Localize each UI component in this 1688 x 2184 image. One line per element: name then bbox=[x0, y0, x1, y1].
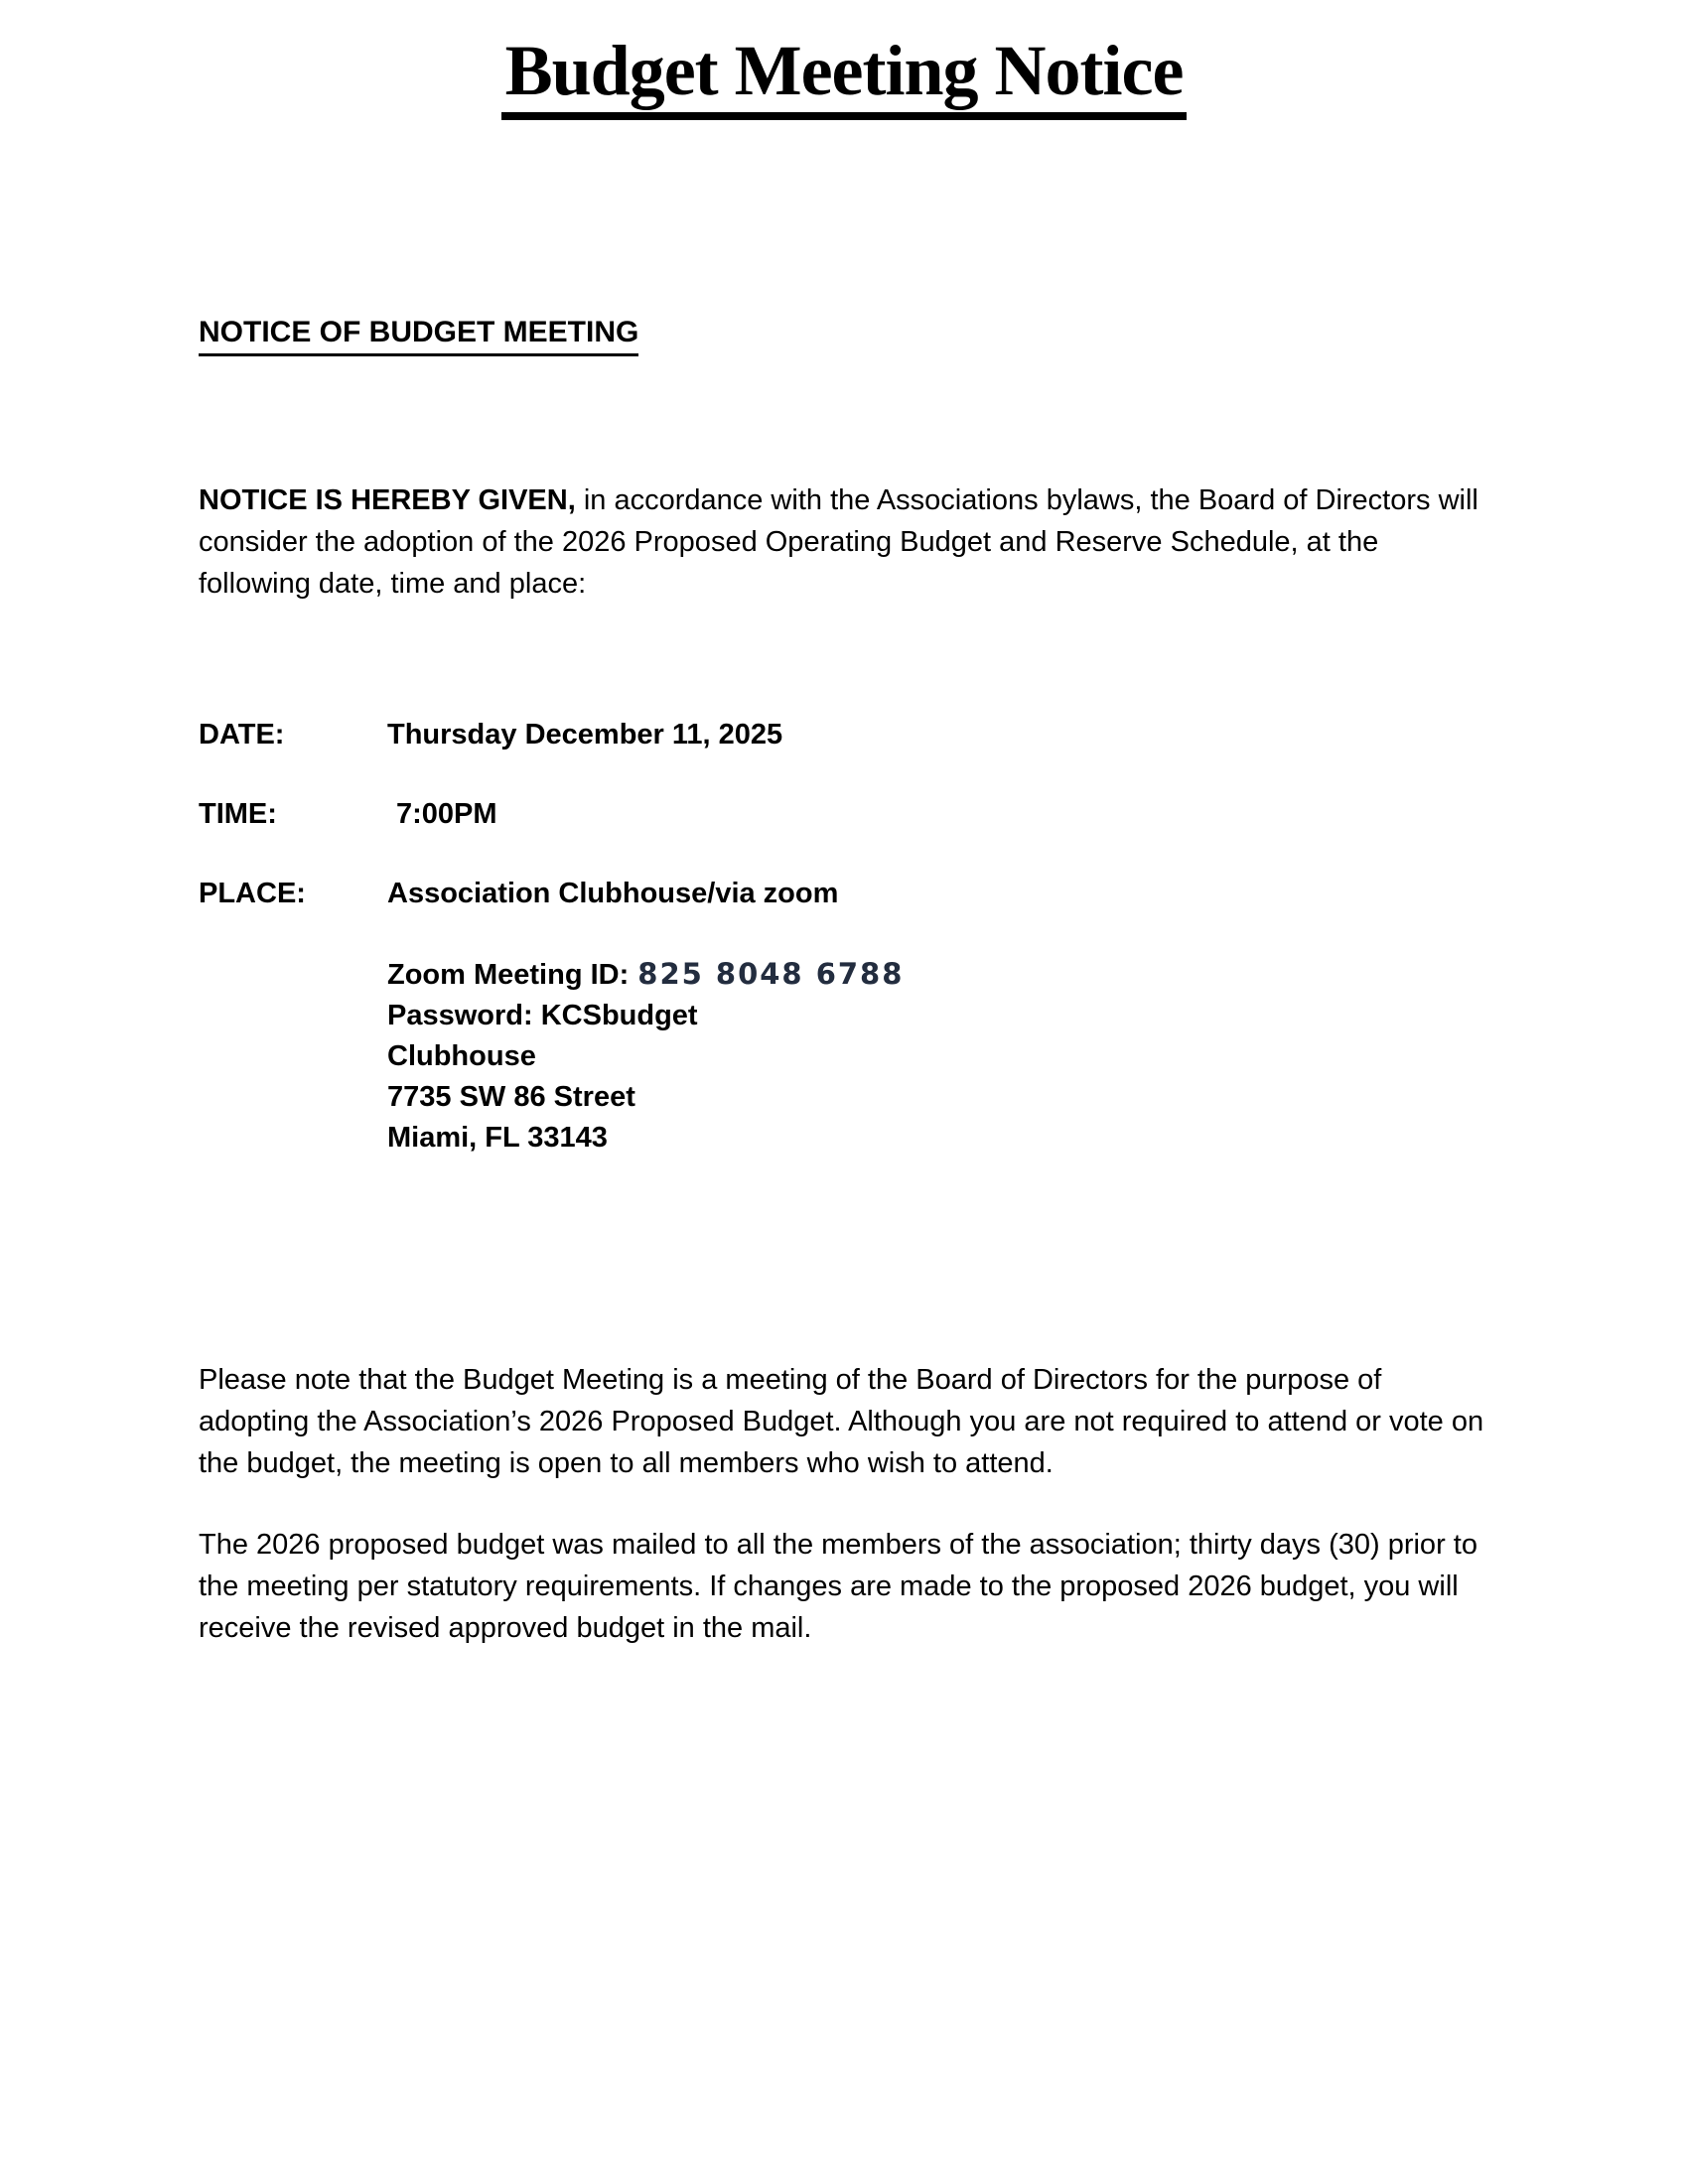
place-label: PLACE: bbox=[199, 877, 306, 909]
date-value: Thursday December 11, 2025 bbox=[387, 718, 783, 751]
notice-heading: NOTICE OF BUDGET MEETING bbox=[199, 315, 638, 356]
address-line-clubhouse: Clubhouse bbox=[387, 1039, 536, 1072]
closing-paragraph-2: The 2026 proposed budget was mailed to all the members of the association; thirty days (30) prior to the meeting per statutory requirements. If changes are made to the proposed 2026 budget, you will receive the revised approved budget in the mail. bbox=[199, 1528, 1477, 1644]
zoom-meeting-id-line bbox=[387, 954, 1489, 996]
intro-lead-bold: NOTICE IS HEREBY GIVEN, bbox=[199, 483, 576, 516]
time-label: TIME: bbox=[199, 797, 277, 830]
place-value: Association Clubhouse/via zoom bbox=[387, 877, 839, 909]
time-value: 7:00PM bbox=[396, 797, 497, 830]
meeting-details bbox=[199, 714, 1489, 1159]
zoom-details-block bbox=[387, 954, 1489, 1159]
document-title-wrap bbox=[199, 0, 1489, 120]
date-label: DATE: bbox=[199, 718, 285, 751]
intro-rest: in accordance with the Associations bylaws, the Board of Directors will consider the adoption of the 2026 Proposed Operating Budget and Reserve Schedule, at the following date, time and place: bbox=[199, 483, 1478, 600]
zoom-password-line: Password: KCSbudget bbox=[387, 999, 698, 1031]
zoom-meeting-id-label: Zoom Meeting ID: bbox=[387, 958, 630, 991]
address-line-city: Miami, FL 33143 bbox=[387, 1121, 608, 1154]
intro-paragraph bbox=[199, 479, 1489, 605]
detail-row-time bbox=[199, 793, 1489, 835]
document-title: Budget Meeting Notice bbox=[501, 34, 1188, 120]
detail-row-date bbox=[199, 714, 1489, 755]
address-line-street: 7735 SW 86 Street bbox=[387, 1080, 635, 1113]
detail-row-place bbox=[199, 873, 1489, 914]
closing-paragraph-1: Please note that the Budget Meeting is a meeting of the Board of Directors for the purpose of adopting the Association’s 2026 Proposed Budget. Although you are not required to attend or vote on the budget, the meeting is open to all members who wish to attend. bbox=[199, 1363, 1484, 1479]
zoom-meeting-id-value: 825 8048 6788 bbox=[637, 956, 905, 991]
